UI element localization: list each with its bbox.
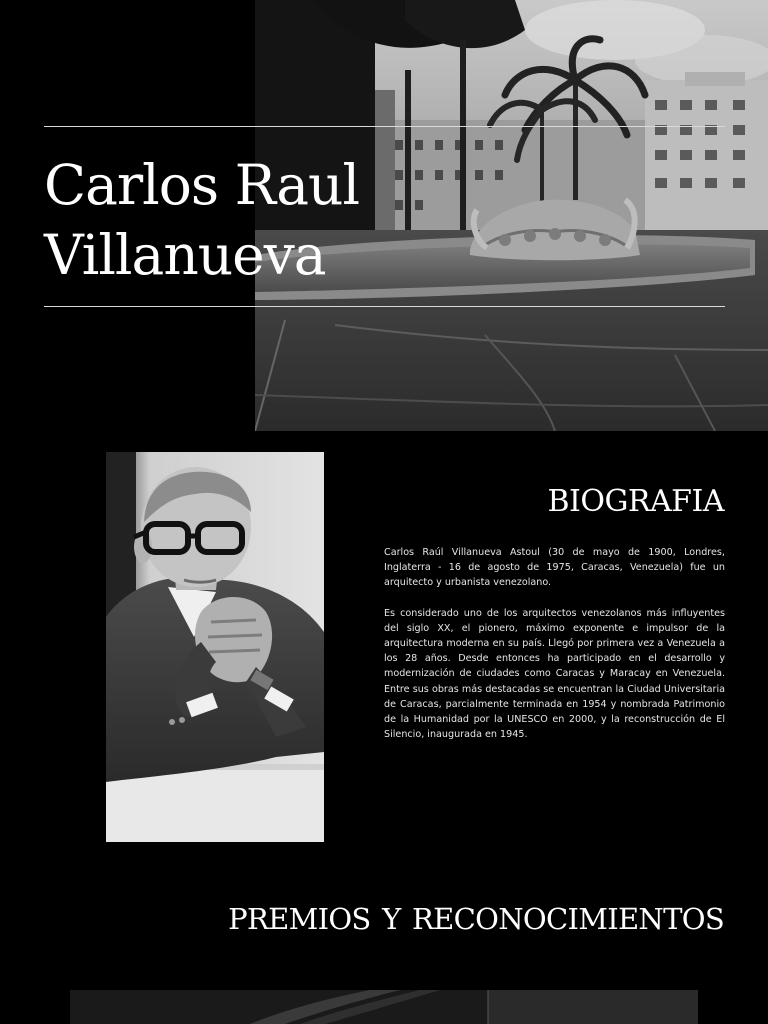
title-rule-top (44, 126, 725, 127)
awards-heading: PREMIOS Y RECONOCIMIENTOS (228, 902, 724, 936)
bottom-architecture-photo (70, 990, 698, 1024)
biography-text (384, 545, 725, 757)
biography-paragraph-1: Carlos Raúl Villanueva Astoul (30 de mayo de 1900, Londres, Inglaterra - 16 de agosto de 1975, Caracas, Venezuela) fue un arquitecto y urbanista venezolano. (384, 547, 725, 589)
biography-paragraph-2: Es considerado uno de los arquitectos venezolanos más influyentes del siglo XX, el pionero, máximo exponente e impulsor de la arquitectura moderna en su país. Llegó por primera vez a Venezuela a los 28 años. Desde entonces ha participado en el desarrollo y modernización de ciudades como Caracas y Maracay en Venezuela. Entre sus obras más destacadas se encuentran la Ciudad Universitaria de Caracas, parcialmente terminada en 1954 y nombrada Patrimonio de la Humanidad por la UNESCO en 2000, y la reconstrucción de El Silencio, inaugurada en 1945. (384, 607, 725, 741)
title-rule-bottom (44, 306, 725, 307)
title-line-1: Carlos Raul (44, 153, 360, 217)
page-title (44, 150, 359, 290)
title-line-2: Villanueva (44, 223, 326, 287)
portrait-photo (106, 452, 324, 842)
biography-heading: BIOGRAFIA (547, 484, 724, 519)
